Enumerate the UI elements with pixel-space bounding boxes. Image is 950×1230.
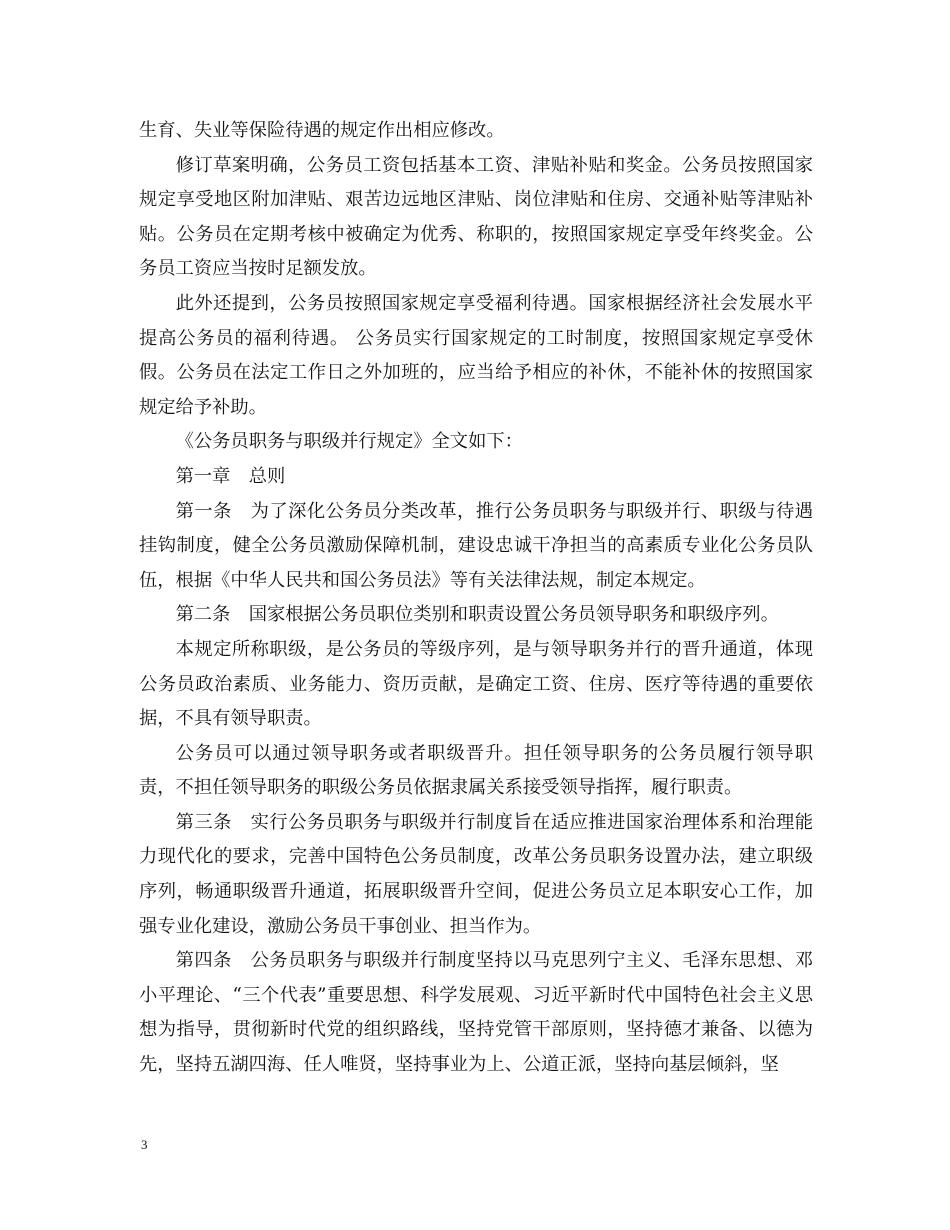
chapter-heading: 第一章 总则: [175, 465, 286, 487]
paragraph-rank-definition: 本规定所称职级，是公务员的等级序列，是与领导职务并行的晋升通道，体现公务员政治素质、业务能力、资历贡献，是确定工资、住房、医疗等待遇的重要依据，不具有领导职责。: [139, 638, 813, 730]
article-4: 第四条 公务员职务与职级并行制度坚持以马克思列宁主义、毛泽东思想、邓小平理论、“三个代表”重要思想、科学发展观、习近平新时代中国特色社会主义思想为指导，贯彻新时代党的组织路线，坚持党管干部原则，坚持德才兼备、以德为先，坚持五湖四海、任人唯贤，坚持事业为上、公道正派，坚持向基层倾斜，坚: [139, 950, 813, 1076]
paragraph-welfare: 此外还提到，公务员按照国家规定享受福利待遇。国家根据经济社会发展水平提高公务员的福利待遇。 公务员实行国家规定的工时制度，按照国家规定享受休假。公务员在法定工作日之外加班的，应当给予相应的补休，不能补休的按照国家规定给予补助。: [139, 292, 813, 418]
paragraph-promotion: 公务员可以通过领导职务或者职级晋升。担任领导职务的公务员履行领导职责，不担任领导职务的职级公务员依据隶属关系接受领导指挥，履行职责。: [139, 742, 813, 799]
paragraph-salary-composition: 修订草案明确，公务员工资包括基本工资、津贴补贴和奖金。公务员按照国家规定享受地区附加津贴、艰苦边远地区津贴、岗位津贴和住房、交通补贴等津贴补贴。公务员在定期考核中被确定为优秀、称职的，按照国家规定享受年终奖金。公务员工资应当按时足额发放。: [139, 154, 813, 280]
page-number: 3: [141, 1137, 148, 1152]
document-body: [139, 114, 813, 1083]
article-1: 第一条 为了深化公务员分类改革，推行公务员职务与职级并行、职级与待遇挂钩制度，健全公务员激励保障机制，建设忠诚干净担当的高素质专业化公务员队伍，根据《中华人民共和国公务员法》等有关法律法规，制定本规定。: [139, 500, 813, 591]
article-2: 第二条 国家根据公务员职位类别和职责设置公务员领导职务和职级序列。: [175, 604, 779, 626]
paragraph-fulltext-intro: 《公务员职务与职级并行规定》全文如下：: [175, 431, 523, 453]
article-3: 第三条 实行公务员职务与职级并行制度旨在适应推进国家治理体系和治理能力现代化的要求，完善中国特色公务员制度，改革公务员职务设置办法，建立职级序列，畅通职级晋升通道，拓展职级晋升空间，促进公务员立足本职安心工作，加强专业化建设，激励公务员干事创业、担当作为。: [139, 811, 813, 937]
paragraph-continuation: 生育、失业等保险待遇的规定作出相应修改。: [139, 120, 505, 141]
